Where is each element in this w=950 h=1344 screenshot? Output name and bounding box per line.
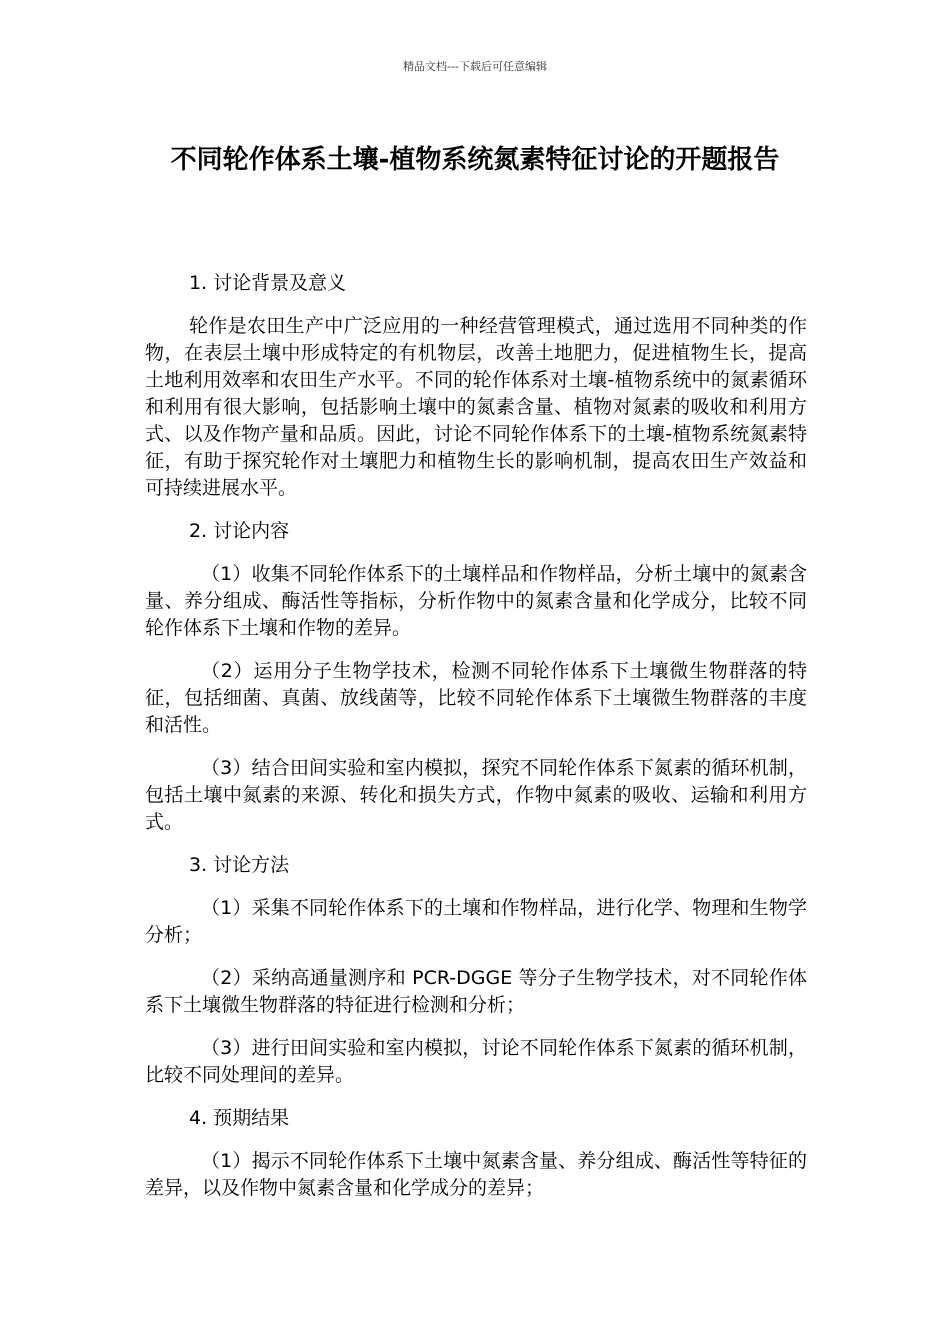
results-item-1: （1）揭示不同轮作体系下土壤中氮素含量、养分组成、酶活性等特征的差异，以及作物中氮素含量和化学成分的差异； xyxy=(145,1150,807,1199)
document-title: 不同轮作体系土壤-植物系统氮素特征讨论的开题报告 xyxy=(170,145,780,175)
section-heading-background: 1. 讨论背景及意义 xyxy=(189,272,347,294)
methods-item-3: （3）进行田间实验和室内模拟，讨论不同轮作体系下氮素的循环机制，比较不同处理间的差异。 xyxy=(145,1037,807,1086)
section-heading-methods: 3. 讨论方法 xyxy=(189,854,290,876)
content-item-2: （2）运用分子生物学技术，检测不同轮作体系下土壤微生物群落的特征，包括细菌、真菌、放线菌等，比较不同轮作体系下土壤微生物群落的丰度和活性。 xyxy=(145,660,807,736)
methods-item-2: （2）采纳高通量测序和 PCR-DGGE 等分子生物学技术，对不同轮作体系下土壤微生物群落的特征进行检测和分析； xyxy=(145,967,807,1016)
section-heading-expected-results: 4. 预期结果 xyxy=(189,1107,290,1129)
document-body xyxy=(145,270,807,1218)
content-item-1: （1）收集不同轮作体系下的土壤样品和作物样品，分析土壤中的氮素含量、养分组成、酶活性等指标，分析作物中的氮素含量和化学成分，比较不同轮作体系下土壤和作物的差异。 xyxy=(145,563,807,639)
content-item-3: （3）结合田间实验和室内模拟，探究不同轮作体系下氮素的循环机制，包括土壤中氮素的来源、转化和损失方式，作物中氮素的吸收、运输和利用方式。 xyxy=(145,757,807,833)
page-header-note: 精品文档---下载后可任意编辑 xyxy=(403,60,547,73)
background-paragraph: 轮作是农田生产中广泛应用的一种经营管理模式，通过选用不同种类的作物，在表层土壤中形成特定的有机物层，改善土地肥力，促进植物生长，提高土地利用效率和农田生产水平。不同的轮作体系对土壤-植物系统中的氮素循环和利用有很大影响，包括影响土壤中的氮素含量、植物对氮素的吸收和利用方式、以及作物产量和品质。因此，讨论不同轮作体系下的土壤-植物系统氮素特征，有助于探究轮作对土壤肥力和植物生长的影响机制，提高农田生产效益和可持续进展水平。 xyxy=(145,315,807,499)
methods-item-1: （1）采集不同轮作体系下的土壤和作物样品，进行化学、物理和生物学分析； xyxy=(145,897,807,946)
section-heading-content: 2. 讨论内容 xyxy=(189,520,290,542)
